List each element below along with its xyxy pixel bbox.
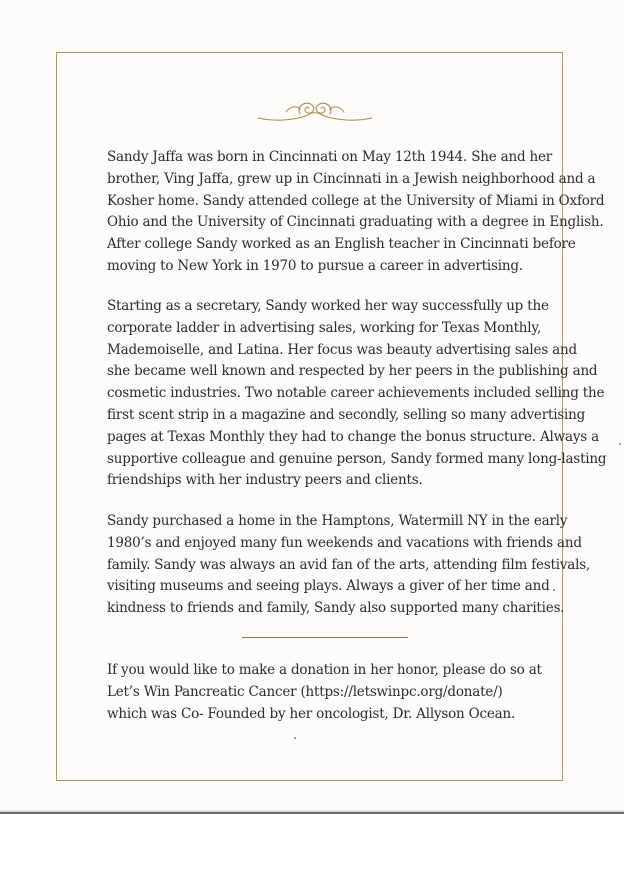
text-line: friendships with her industry peers and clients. <box>107 472 423 489</box>
text-line: Sandy purchased a home in the Hamptons, Watermill NY in the early <box>107 513 568 529</box>
text-line: family. Sandy was always an avid fan of the arts, attending film festivals, <box>107 556 591 573</box>
paragraph-personal-life <box>107 511 591 620</box>
text-line: brother, Ving Jaffa, grew up in Cincinnati in a Jewish neighborhood and a <box>107 170 596 187</box>
text-line: Let’s Win Pancreatic Cancer (https://letswinpc.org/donate/) <box>107 683 503 700</box>
scan-speck <box>553 589 555 591</box>
scan-background-edge <box>0 812 624 884</box>
text-line: cosmetic industries. Two notable career achievements included selling the <box>107 385 605 402</box>
text-line: 1980’s and enjoyed many fun weekends and vacations with friends and <box>107 534 582 551</box>
text-line: supportive colleague and genuine person, Sandy formed many long-lasting <box>107 450 607 467</box>
text-line: corporate ladder in advertising sales, working for Texas Monthly, <box>107 319 542 336</box>
text-line: visiting museums and seeing plays. Always a giver of her time and <box>107 578 550 595</box>
text-line: Kosher home. Sandy attended college at the University of Miami in Oxford <box>107 192 605 209</box>
section-divider <box>242 637 408 638</box>
paragraph-biography-early-life <box>107 147 605 278</box>
flourish-ornament-icon <box>256 96 374 126</box>
text-line: first scent strip in a magazine and secondly, selling so many advertising <box>107 406 586 423</box>
scan-speck <box>619 443 621 445</box>
text-line: pages at Texas Monthly they had to change the bonus structure. Always a <box>107 428 599 445</box>
scan-speck <box>294 737 296 739</box>
text-line: Ohio and the University of Cincinnati graduating with a degree in English. <box>107 214 604 231</box>
text-line: Sandy Jaffa was born in Cincinnati on May 12th 1944. She and her <box>107 149 553 165</box>
text-line: moving to New York in 1970 to pursue a career in advertising. <box>107 257 523 274</box>
text-line: kindness to friends and family, Sandy also supported many charities. <box>107 600 565 617</box>
text-line: If you would like to make a donation in her honor, please do so at <box>107 662 542 678</box>
paragraph-career <box>107 296 607 492</box>
text-line: Starting as a secretary, Sandy worked her way successfully up the <box>107 298 549 314</box>
text-line: she became well known and respected by her peers in the publishing and <box>107 363 598 380</box>
text-line: Mademoiselle, and Latina. Her focus was beauty advertising sales and <box>107 341 577 358</box>
paragraph-donation-info <box>107 660 569 725</box>
text-line: After college Sandy worked as an English teacher in Cincinnati before <box>107 236 576 253</box>
text-line: which was Co- Founded by her oncologist, Dr. Allyson Ocean. <box>107 705 516 722</box>
